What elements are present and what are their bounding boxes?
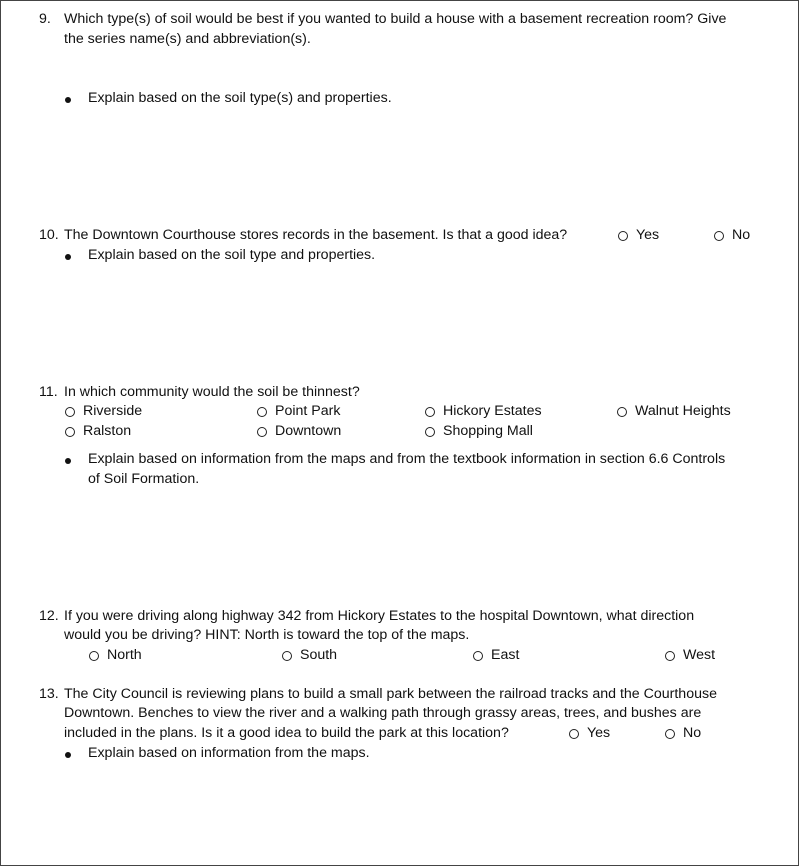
- option-downtown[interactable]: [257, 422, 341, 441]
- question-text: the series name(s) and abbreviation(s).: [64, 31, 311, 47]
- radio-circle-icon[interactable]: [665, 729, 675, 739]
- option-label: Shopping Mall: [443, 423, 533, 439]
- radio-circle-icon[interactable]: [282, 651, 292, 661]
- option-label: Ralston: [83, 423, 132, 439]
- option-yes[interactable]: [618, 226, 659, 245]
- question-text: Which type(s) of soil would be best if you wanted to build a house with a basement recreation room? Give: [64, 11, 727, 27]
- question-number: 11.: [39, 384, 58, 400]
- option-ralston[interactable]: [65, 422, 131, 441]
- radio-circle-icon[interactable]: [89, 651, 99, 661]
- option-walnut-heights[interactable]: [617, 402, 731, 421]
- option-label: West: [683, 647, 716, 663]
- bullet-icon: [65, 254, 71, 260]
- option-shopping-mall[interactable]: [425, 422, 533, 441]
- question-number: 13.: [39, 686, 59, 702]
- radio-circle-icon[interactable]: [425, 407, 435, 417]
- question-text: The City Council is reviewing plans to build a small park between the railroad tracks and the Courthouse: [64, 686, 717, 702]
- radio-circle-icon[interactable]: [473, 651, 483, 661]
- question-number: 9.: [39, 11, 51, 27]
- option-label: Hickory Estates: [443, 403, 542, 419]
- radio-circle-icon[interactable]: [569, 729, 579, 739]
- option-label: Yes: [636, 227, 660, 243]
- radio-circle-icon[interactable]: [714, 231, 724, 241]
- option-label: South: [300, 647, 338, 663]
- question-text: Downtown. Benches to view the river and a walking path through grassy areas, trees, and bushes are: [64, 705, 702, 721]
- radio-circle-icon[interactable]: [617, 407, 627, 417]
- radio-circle-icon[interactable]: [665, 651, 675, 661]
- bullet-icon: [65, 97, 71, 103]
- option-riverside[interactable]: [65, 402, 142, 421]
- question-text: The Downtown Courthouse stores records in the basement. Is that a good idea?: [64, 227, 568, 243]
- option-label: Walnut Heights: [635, 403, 731, 419]
- option-north[interactable]: [89, 646, 142, 665]
- bullet-text: of Soil Formation.: [88, 471, 200, 487]
- option-no[interactable]: [665, 724, 701, 743]
- radio-circle-icon[interactable]: [65, 407, 75, 417]
- option-point-park[interactable]: [257, 402, 340, 421]
- bullet-text: Explain based on the soil type(s) and properties.: [88, 90, 392, 106]
- bullet-icon: [65, 752, 71, 758]
- question-text: included in the plans. Is it a good idea to build the park at this location?: [64, 725, 509, 741]
- option-east[interactable]: [473, 646, 519, 665]
- option-south[interactable]: [282, 646, 337, 665]
- option-label: Yes: [587, 725, 611, 741]
- option-no[interactable]: [714, 226, 750, 245]
- radio-circle-icon[interactable]: [257, 427, 267, 437]
- option-hickory-estates[interactable]: [425, 402, 542, 421]
- option-label: Point Park: [275, 403, 341, 419]
- question-text: In which community would the soil be thinnest?: [64, 384, 360, 400]
- option-label: Downtown: [275, 423, 342, 439]
- option-label: North: [107, 647, 142, 663]
- question-number: 10.: [39, 227, 59, 243]
- bullet-icon: [65, 458, 71, 464]
- option-label: East: [491, 647, 520, 663]
- option-label: No: [732, 227, 751, 243]
- question-number: 12.: [39, 608, 59, 624]
- question-text: would you be driving? HINT: North is toward the top of the maps.: [64, 627, 470, 643]
- question-text: If you were driving along highway 342 from Hickory Estates to the hospital Downtown, what direction: [64, 608, 695, 624]
- radio-circle-icon[interactable]: [65, 427, 75, 437]
- bullet-text: Explain based on information from the maps.: [88, 745, 370, 761]
- bullet-text: Explain based on the soil type and properties.: [88, 247, 376, 263]
- radio-circle-icon[interactable]: [618, 231, 628, 241]
- option-west[interactable]: [665, 646, 715, 665]
- radio-circle-icon[interactable]: [257, 407, 267, 417]
- option-label: No: [683, 725, 702, 741]
- radio-circle-icon[interactable]: [425, 427, 435, 437]
- option-yes[interactable]: [569, 724, 610, 743]
- option-label: Riverside: [83, 403, 143, 419]
- bullet-text: Explain based on information from the maps and from the textbook information in section 6.6 Controls: [88, 451, 726, 467]
